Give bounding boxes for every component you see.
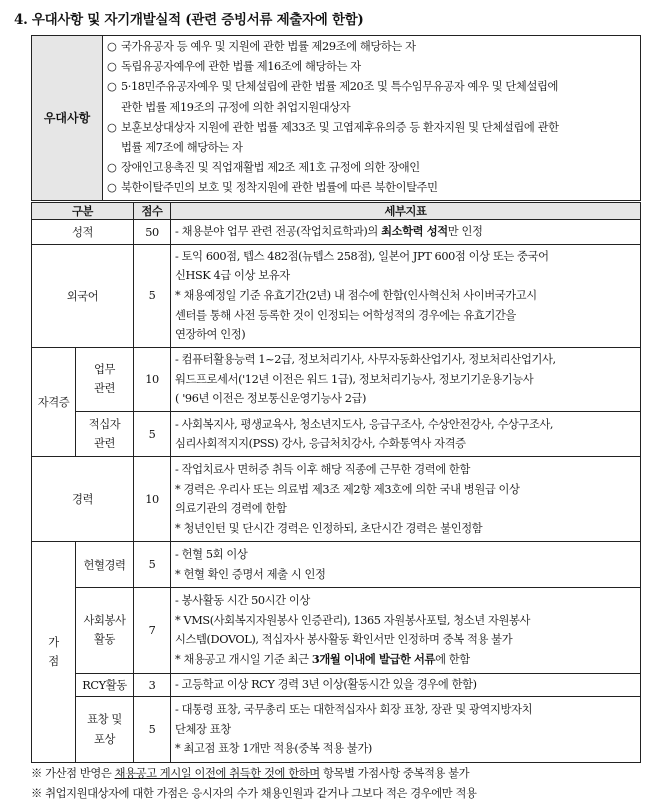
cert-work-score: 10	[134, 347, 171, 412]
cert-label: 자격증	[32, 347, 76, 457]
bullet: ○	[107, 120, 117, 134]
bullet: ○	[107, 40, 117, 53]
note-2: ※ 취업지원대상자에 대한 가점은 응시자의 수가 채용인원과 같거나 그보다 적은 경우에만 적용	[31, 787, 477, 800]
education-detail: - 채용분야 업무 관련 전공(작업치료학과)의 최소학력 성적만 인정	[171, 220, 641, 245]
notes	[31, 764, 651, 804]
cert-redcross-score: 5	[134, 412, 171, 457]
volunteer-label: 사회봉사 활동	[76, 587, 134, 673]
blood-score: 5	[134, 542, 171, 587]
header-detail: 세부지표	[171, 203, 641, 220]
blood-label: 헌혈경력	[76, 542, 134, 587]
career-detail: - 작업치료사 면허증 취득 이후 해당 직종에 근무한 경력에 한함 * 경력은 우리사 또는 의료법 제3조 제2항 제3호에 의한 국내 병원급 이상 의료기관의 경력에 한함 * 청년인턴 및 단시간 경력은 인정하되, 초단시간 경력은 불인정함	[171, 457, 641, 542]
preference-item: ○ 장애인고용촉진 및 직업재활법 제2조 제1호 규정에 의한 장애인	[107, 158, 636, 178]
note-1-underlined: 채용공고 게시일 이전에 취득한 것에 한하며	[114, 767, 320, 780]
preference-table	[31, 35, 641, 201]
bullet: ○	[107, 181, 117, 195]
row-rcy	[32, 673, 641, 697]
language-score: 5	[134, 245, 171, 348]
cert-redcross-detail: - 사회복지사, 평생교육사, 청소년지도사, 응급구조사, 수상안전강사, 수상구조사, 심리사회적지지(PSS) 강사, 응급처치강사, 수화통역사 자격증	[171, 412, 641, 457]
note-1: ※ 가산점 반영은 채용공고 게시일 이전에 취득한 것에 한하며 항목별 가점사항 중복적용 불가	[31, 767, 470, 780]
cert-work-label: 업무 관련	[76, 347, 134, 412]
volunteer-score: 7	[134, 587, 171, 673]
row-award	[32, 697, 641, 763]
language-label: 외국어	[32, 245, 134, 348]
row-career	[32, 457, 641, 542]
award-detail: - 대통령 표창, 국무총리 또는 대한적십자사 회장 표창, 장관 및 광역지방자치 단체장 표창 * 최고점 표창 1개만 적용(중복 적용 불가)	[171, 697, 641, 763]
bullet: ○	[107, 161, 117, 175]
career-label: 경력	[32, 457, 134, 542]
row-volunteer	[32, 587, 641, 673]
preference-item: ○ 북한이탈주민의 보호 및 정착지원에 관한 법률에 따른 북한이탈주민	[107, 178, 636, 198]
career-score: 10	[134, 457, 171, 542]
header-category: 구분	[32, 203, 134, 220]
row-blood	[32, 542, 641, 587]
blood-detail: - 헌혈 5회 이상 * 헌혈 확인 증명서 제출 시 인정	[171, 542, 641, 587]
header-score: 점수	[134, 203, 171, 220]
row-cert-work	[32, 347, 641, 412]
preference-list	[103, 36, 641, 201]
cert-redcross-label: 적십자 관련	[76, 412, 134, 457]
row-cert-redcross	[32, 412, 641, 457]
award-label: 표창 및 포상	[76, 697, 134, 763]
criteria-table	[31, 202, 641, 763]
row-language	[32, 245, 641, 348]
section-title: 4. 우대사항 및 자기개발실적 (관련 증빙서류 제출자에 한함)	[14, 12, 364, 28]
preference-label: 우대사항	[32, 36, 103, 201]
preference-item: ○ 국가유공자 등 예우 및 지원에 관한 법률 제29조에 해당하는 자	[107, 37, 636, 57]
education-emphasis: 최소학력 성적	[381, 224, 448, 239]
bullet: ○	[107, 80, 117, 94]
rcy-score: 3	[134, 673, 171, 697]
preference-item: ○ 독립유공자예우에 관한 법률 제16조에 해당하는 자	[107, 57, 636, 77]
volunteer-detail: - 봉사활동 시간 50시간 이상 * VMS(사회복지자원봉사 인증관리), 1365 자원봉사포털, 청소년 자원봉사 시스템(DOVOL), 적십자사 봉사활동 확인서만 인정하며 중복 적용 불가 * 채용공고 개시일 기준 최근 3개월 이내에 발급한 서류에 한함	[171, 587, 641, 673]
education-label: 성적	[32, 220, 134, 245]
bonus-label: 가 점	[32, 542, 76, 763]
award-score: 5	[134, 697, 171, 763]
bullet: ○	[107, 60, 117, 74]
preference-item: ○ 5·18민주유공자예우 및 단체설립에 관한 법률 제20조 및 특수임무유공자 예우 및 단체설립에 관한 법률 제19조의 규정에 의한 취업지원대상자	[107, 77, 636, 117]
rcy-detail: - 고등학교 이상 RCY 경력 3년 이상(활동시간 있을 경우에 한함)	[171, 673, 641, 697]
row-education	[32, 220, 641, 245]
education-score: 50	[134, 220, 171, 245]
volunteer-emphasis: 3개월 이내에 발급한 서류	[311, 651, 436, 666]
language-detail: - 토익 600점, 텝스 482점(뉴텝스 258점), 일본어 JPT 600점 이상 또는 중국어 신HSK 4급 이상 보유자 * 채용예정일 기준 유효기간(2년) 내 점수에 한함(인사혁신처 사이버국가고시 센터를 통해 사전 등록한 것이 인정되는 어학성적의 경우에는 유효기간을 연장하여 인정)	[171, 245, 641, 348]
rcy-label: RCY활동	[76, 673, 134, 697]
preference-item: ○ 보훈보상대상자 지원에 관한 법률 제33조 및 고엽제후유의증 등 환자지원 및 단체설립에 관한 법률 제7조에 해당하는 자	[107, 118, 636, 158]
cert-work-detail: - 컴퓨터활용능력 1~2급, 정보처리기사, 사무자동화산업기사, 정보처리산업기사, 워드프로세서('12년 이전은 워드 1급), 정보처리기능사, 정보기기운용기능사 ( '96년 이전은 정보통신운영기능사 2급)	[171, 347, 641, 412]
